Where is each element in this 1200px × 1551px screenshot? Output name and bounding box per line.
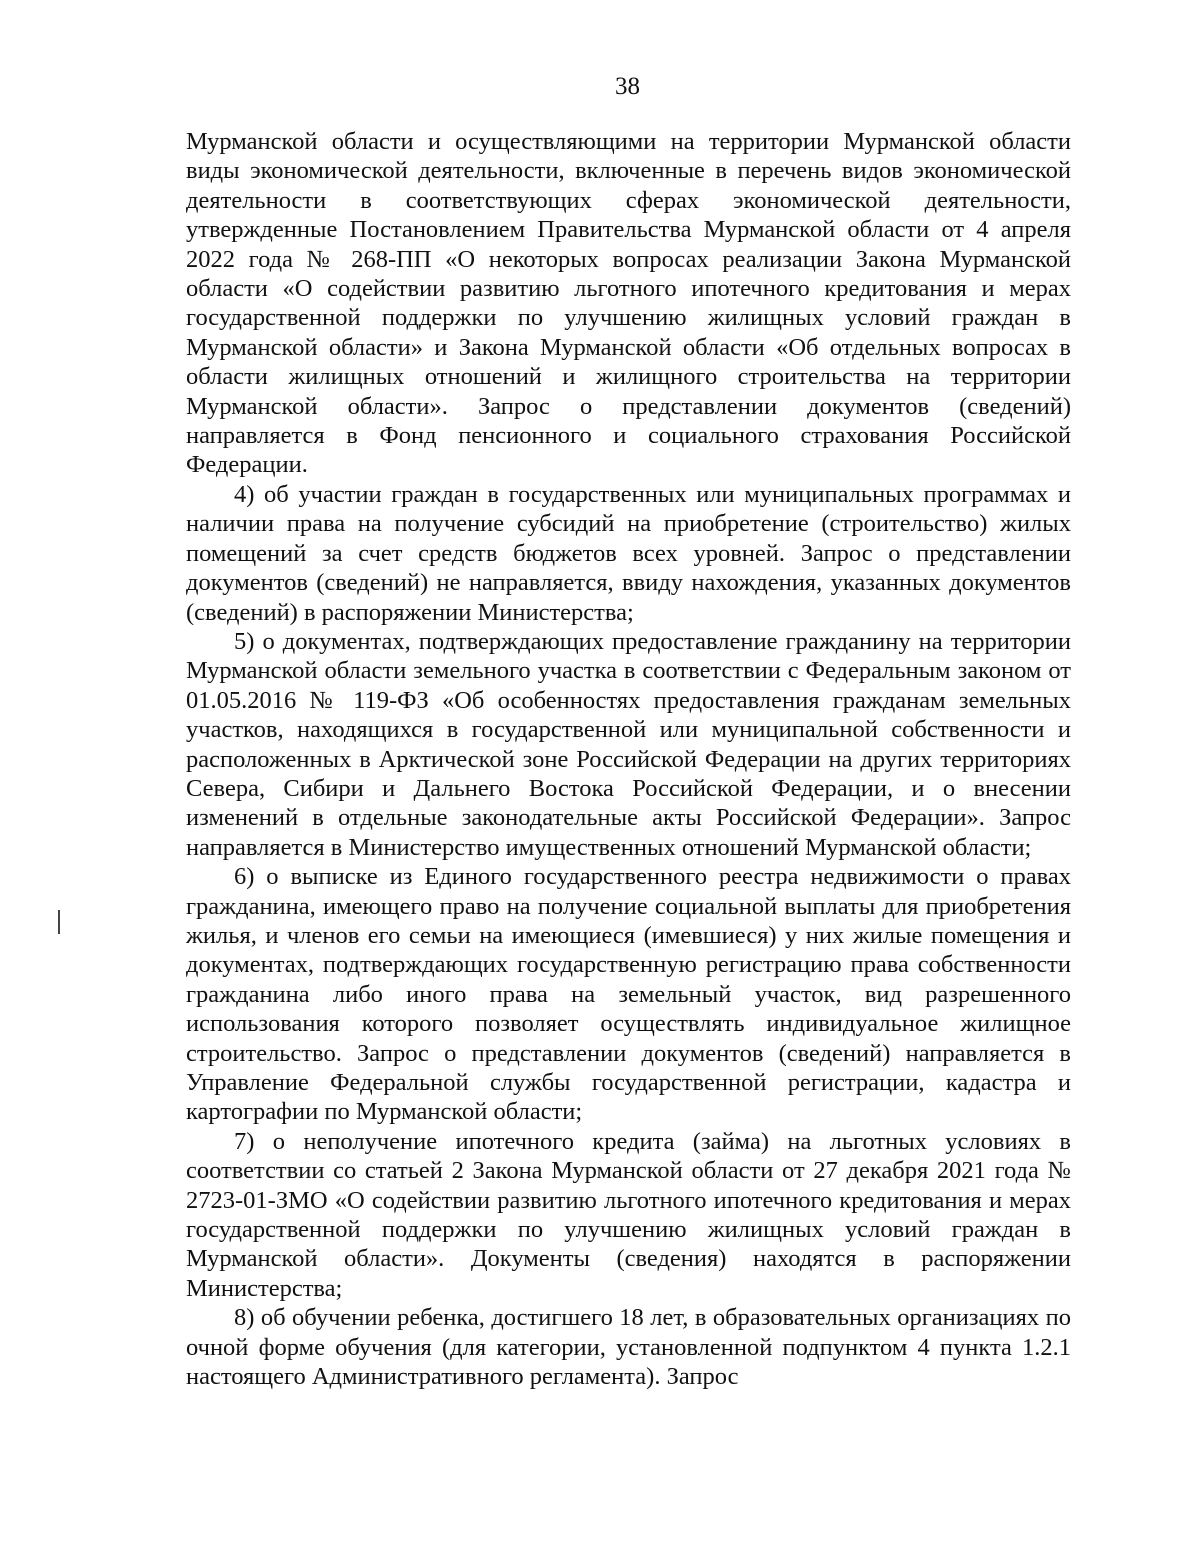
page-number: 38 (615, 73, 640, 100)
paragraph-item-7: 7) о неполучение ипотечного кредита (займа) на льготных условиях в соответствии со статьей 2 Закона Мурманской области от 27 декабря 2021 года № 2723-01-ЗМО «О содействии развитию льготного ипотечного кредитования и мерах государственной поддержки по улучшению жилищных условий граждан в Мурманской области». Документы (сведения) находятся в распоряжении Министерства; (186, 1127, 1071, 1302)
paragraph-item-6: 6) о выписке из Единого государственного реестра недвижимости о правах гражданина, имеющего право на получение социальной выплаты для приобретения жилья, и членов его семьи на имеющиеся (имевшиеся) у них жилые помещения и документах, подтверждающих государственную регистрацию права собственности гражданина либо иного права на земельный участок, вид разрешенного использования которого позволяет осуществлять индивидуальное жилищное строительство. Запрос о представлении документов (сведений) направляется в Управление Федеральной службы государственной регистрации, кадастра и картографии по Мурманской области; (186, 863, 1071, 1126)
paragraph-continuation: Мурманской области и осуществляющими на территории Мурманской области виды экономической деятельности, включенные в перечень видов экономической деятельности в соответствующих сферах экономической деятельности, утвержденные Постановлением Правительства Мурманской области от 4 апреля 2022 года № 268-ПП «О некоторых вопросах реализации Закона Мурманской области «О содействии развитию льготного ипотечного кредитования и мерах государственной поддержки по улучшению жилищных условий граждан в Мурманской области» и Закона Мурманской области «Об отдельных вопросах в области жилищных отношений и жилищного строительства на территории Мурманской области». Запрос о представлении документов (сведений) направляется в Фонд пенсионного и социального страхования Российской Федерации. (186, 128, 1071, 479)
margin-mark (58, 910, 60, 934)
paragraph-item-5: 5) о документах, подтверждающих предоставление гражданину на территории Мурманской области земельного участка в соответствии с Федеральным законом от 01.05.2016 № 119-ФЗ «Об особенностях предоставления гражданам земельных участков, находящихся в государственной или муниципальной собственности и расположенных в Арктической зоне Российской Федерации на других территориях Севера, Сибири и Дальнего Востока Российской Федерации, и о внесении изменений в отдельные законодательные акты Российской Федерации». Запрос направляется в Министерство имущественных отношений Мурманской области; (186, 627, 1071, 861)
paragraph-item-8: 8) об обучении ребенка, достигшего 18 лет, в образовательных организациях по очной форме обучения (для категории, установленной подпунктом 4 пункта 1.2.1 настоящего Административного регламента). Запрос (186, 1304, 1071, 1391)
paragraph-item-4: 4) об участии граждан в государственных или муниципальных программах и наличии права на получение субсидий на приобретение (строительство) жилых помещений за счет средств бюджетов всех уровней. Запрос о представлении документов (сведений) не направляется, ввиду нахождения, указанных документов (сведений) в распоряжении Министерства; (186, 480, 1071, 626)
document-body (186, 127, 1071, 1391)
